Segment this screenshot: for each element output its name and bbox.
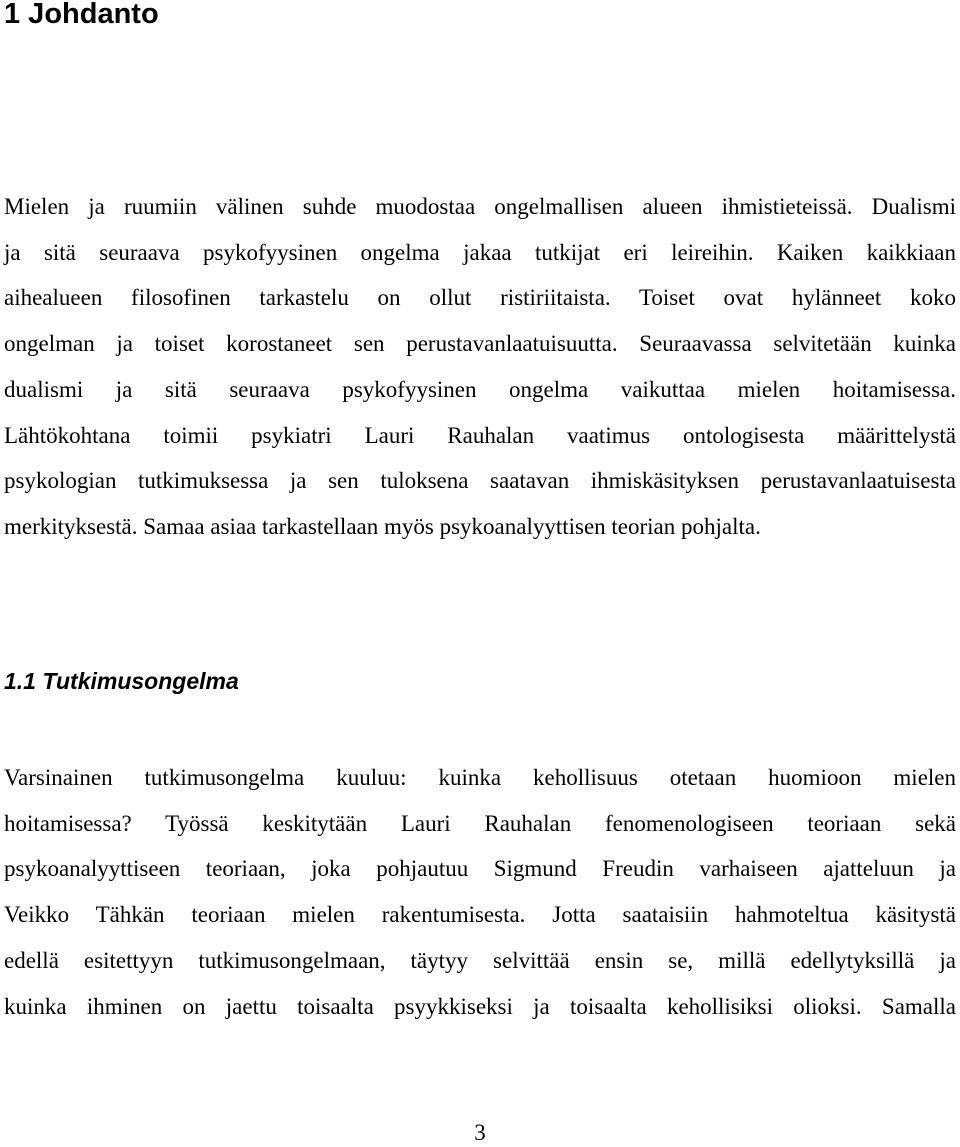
- page-number: 3: [474, 1120, 486, 1145]
- paragraph-line: hoitamisessa? Työssä keskitytään Lauri Rauhalan fenomenologiseen teoriaan sekä: [4, 810, 956, 836]
- paragraph-line: ongelman ja toiset korostaneet sen perustavanlaatuisuutta. Seuraavassa selvitetään kuinka: [4, 331, 956, 357]
- paragraph-line: Veikko Tähkän teoriaan mielen rakentumisesta. Jotta saataisiin hahmoteltua käsitystä: [4, 902, 956, 928]
- research-problem-paragraph: [4, 755, 956, 1029]
- paragraph-line: ja sitä seuraava psykofyysinen ongelma jakaa tutkijat eri leireihin. Kaiken kaikkiaan: [4, 239, 956, 265]
- paragraph-line: kuinka ihminen on jaettu toisaalta psyykkiseksi ja toisaalta kehollisiksi olioksi. Samalla: [4, 993, 956, 1019]
- paragraph-line: merkityksestä. Samaa asiaa tarkastellaan myös psykoanalyyttisen teorian pohjalta.: [4, 513, 761, 539]
- paragraph-line: Mielen ja ruumiin välinen suhde muodostaa ongelmallisen alueen ihmistieteissä. Dualismi: [4, 194, 956, 219]
- paragraph-line: Varsinainen tutkimusongelma kuuluu: kuinka kehollisuus otetaan huomioon mielen: [4, 765, 956, 790]
- paragraph-line: aihealueen filosofinen tarkastelu on ollut ristiriitaista. Toiset ovat hylänneet koko: [4, 285, 956, 311]
- paragraph-line: Lähtökohtana toimii psykiatri Lauri Rauhalan vaatimus ontologisesta määrittelystä: [4, 422, 956, 448]
- section-heading: 1.1 Tutkimusongelma: [4, 668, 239, 694]
- intro-paragraph: [4, 184, 956, 550]
- paragraph-line: edellä esitettyyn tutkimusongelmaan, täytyy selvittää ensin se, millä edellytyksillä ja: [4, 947, 956, 973]
- paragraph-line: psykologian tutkimuksessa ja sen tuloksena saatavan ihmiskäsityksen perustavanlaatuisesta: [4, 468, 956, 494]
- paragraph-line: dualismi ja sitä seuraava psykofyysinen ongelma vaikuttaa mielen hoitamisessa.: [4, 376, 956, 402]
- paragraph-line: psykoanalyyttiseen teoriaan, joka pohjautuu Sigmund Freudin varhaiseen ajatteluun ja: [4, 856, 956, 882]
- chapter-heading: 1 Johdanto: [4, 0, 159, 30]
